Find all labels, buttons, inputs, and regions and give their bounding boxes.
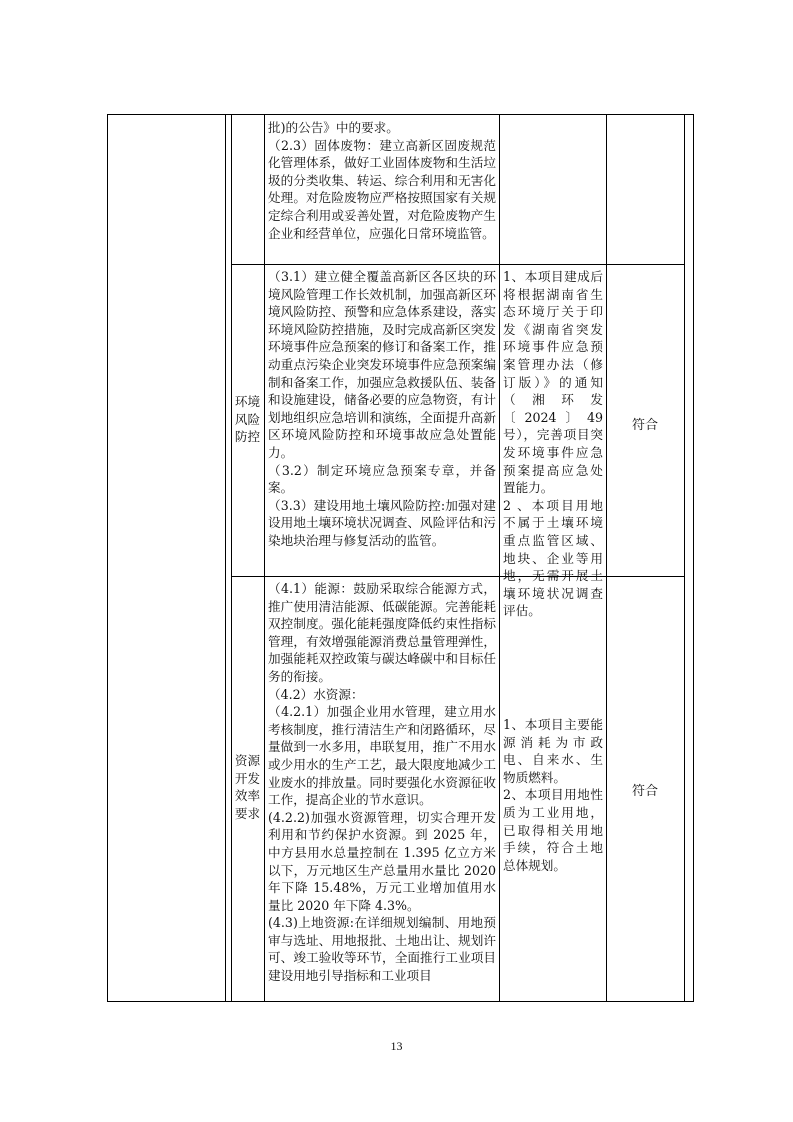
- table-row: [268, 580, 496, 985]
- requirement-text: （2.3）固体废物：建立高新区固废规范化管理体系，做好工业固体废物和生活垃圾的分类收集、转运、综合利用和无害化处理。对危险废物应严格按照国家有关规定综合利用或妥善处置，对危险废物产生企业和经营单位，应强化日常环境监管。: [268, 137, 496, 241]
- requirement-text: （3.2）制定环境应急预案专章，并备案。: [268, 462, 496, 496]
- table-divider: [606, 114, 607, 1002]
- page-number: 13: [390, 1039, 403, 1053]
- conformity-label: 符合: [631, 784, 658, 799]
- status-text: 1、本项目主要能源消耗为市政电、自来水、生物质燃料。: [503, 717, 603, 785]
- project-status: [503, 716, 603, 874]
- table-divider: [264, 114, 265, 1002]
- requirement-text: (4.2.2)加强水资源管理，切实合理开发利用和节约保护水资源。到 2025 年，中方县用水总量控制在 1.395 亿立方米以下，万元地区生产总量用水量比 2020 年下降 15.48%，万元工业增加值用水量比 2020 年下降 4.3%。: [268, 809, 496, 913]
- table-row: [268, 119, 496, 242]
- requirement-text: （4.2）水资源：: [268, 686, 364, 702]
- row-divider: [231, 264, 684, 265]
- table-row: [268, 268, 496, 550]
- requirement-text: （4.2.1）加强企业用水管理，建立用水考核制度，推行清洁生产和闭路循环，尽量做到一水多用，串联复用，推广不用水或少用水的生产工艺，最大限度地减少工业废水的排放量。同时要强化水资源征收工作，提高企业的节水意识。: [268, 704, 496, 808]
- status-text: 1、本项目建成后将根据湖南省生态环境厅关于印发《湖南省突发环境事件应急预案管理办法（修订版）》的通知（湘环发〔2024〕49号），完善项目突发环境事件应急预案提高应急处置能力。: [503, 269, 603, 496]
- category-label: 环境风险防控: [234, 394, 261, 445]
- conformity-label: 符合: [631, 418, 658, 433]
- category-label: 资源开发效率要求: [234, 753, 261, 821]
- row-divider: [231, 576, 684, 577]
- table-divider: [684, 114, 685, 1002]
- table-divider: [231, 114, 232, 1002]
- requirement-text: （3.1）建立健全覆盖高新区各区块的环境风险管理工作长效机制，加强高新区环境风险防控、预警和应急体系建设，落实环境风险防控措施，及时完成高新区突发环境事件应急预案的修订和备案工作，推动重点污染企业突发环境事件应急预案编制和备案工作，加强应急救援队伍、装备和设施建设，储备必要的应急物资，有计划地组织应急培训和演练，全面提升高新区环境风险防控和环境事故应急处置能力。: [268, 269, 496, 460]
- requirement-text: 批)的公告》中的要求。: [268, 120, 399, 135]
- table-divider: [225, 114, 226, 1002]
- table-divider: [499, 114, 500, 1002]
- requirement-text: （3.3）建设用地土壤风险防控:加强对建设用地土壤环境状况调查、风险评估和污染地块治理与修复活动的监管。: [268, 497, 496, 548]
- requirement-text: （4.1）能源：鼓励采取综合能源方式，推广使用清洁能源、低碳能源。完善能耗双控制度。强化能耗强度降低约束性指标管理，有效增强能源消费总量管理弹性，加强能耗双控政策与碳达峰碳中和目标任务的衔接。: [268, 581, 496, 684]
- requirement-text: (4.3)上地资源:在详细规划编制、用地预审与选址、用地报批、土地出让、规划许可、竣工验收等环节，全面推行工业项目建设用地引导指标和工业项目: [268, 915, 496, 984]
- status-text: 2 、本项目用地不属于土壤环境重点监管区域、地块、企业等用地，无需开展土壤环境状况调查评估。: [503, 497, 603, 619]
- status-text: 2、本项目用地性质为工业用地，已取得相关用地手续，符合土地总体规划。: [503, 787, 603, 873]
- project-status: [503, 268, 603, 620]
